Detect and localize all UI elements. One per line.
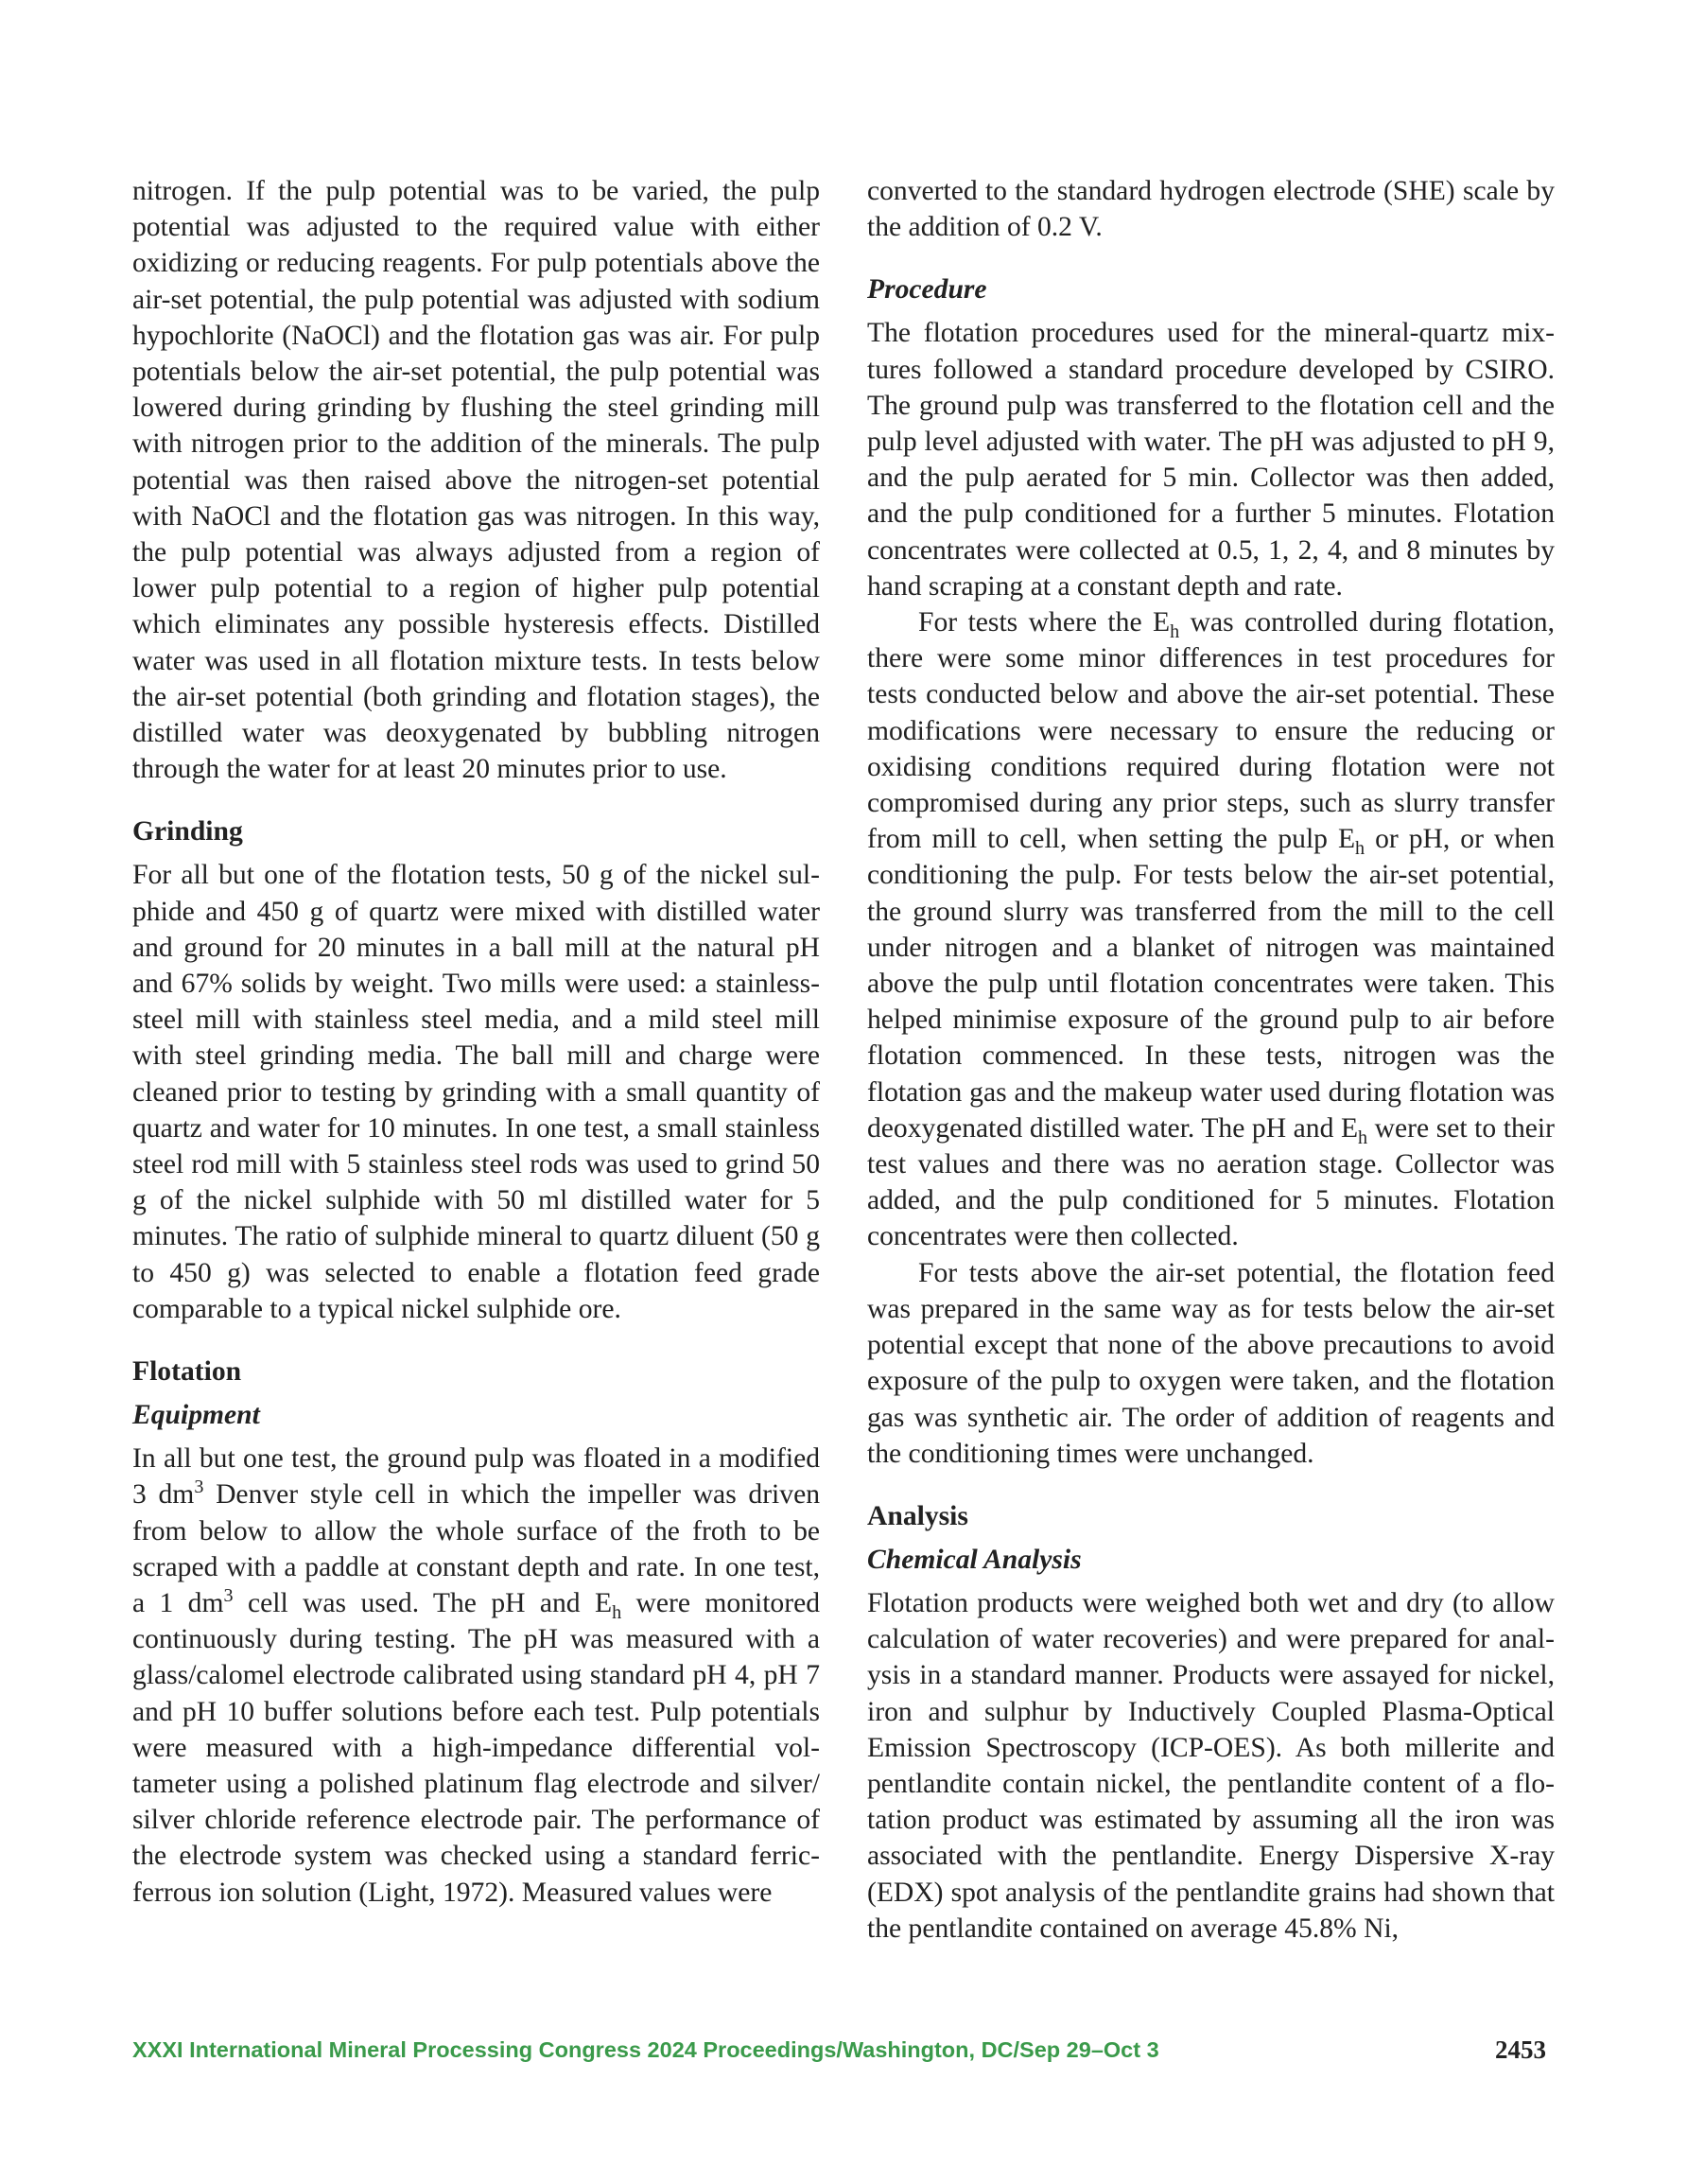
section-heading-grinding: Grinding — [132, 816, 243, 847]
page-footer — [132, 2034, 1556, 2066]
text-run: or pH, or when conditioning the pulp. For tests below the air-set potential, the ground slurry was transferred from the mill to the cell under nitrogen and a blanket of nitrogen was maintained above the pulp until flotation concentrates were taken. This helped minimise exposure of the ground pulp to air before flotation commenced. In these tests, nitrogen was the flotation gas and the makeup water used during flotation was deoxygenated distilled water. The pH and E — [867, 824, 1555, 1144]
body-paragraph — [867, 604, 1555, 1255]
superscript: 3 — [223, 1585, 234, 1607]
text-run: In all but one test, the ground pulp was floated in a modified 3 dm — [132, 1443, 820, 1511]
body-paragraph: converted to the standard hydrogen electrode (SHE) scale by the addition of 0.2 V. — [867, 176, 1555, 243]
body-paragraph: For all but one of the flotation tests, 50 g of the nickel sulphide and 450 g of quartz were mixed with distilled water and ground for 20 minutes in a ball mill at the natural pH and 67% solids by weight. Two mills were used: a stainless-steel mill with stainless steel media, and a mild steel mill with steel grinding media. The ball mill and charge were cleaned prior to testing by grinding with a small quantity of quartz and water for 10 minutes. In one test, a small stainless steel rod mill with 5 stainless steel rods was used to grind 50 g of the nickel sulphide with 50 ml distilled water for 5 minutes. The ratio of sulphide mineral to quartz diluent (50 g to 450 g) was selected to enable a flotation feed grade comparable to a typical nickel sulphide ore. — [132, 860, 820, 1324]
subscript: h — [1358, 1127, 1368, 1148]
page-number: 2453 — [1495, 2035, 1546, 2064]
subscript: h — [1355, 838, 1365, 860]
body-paragraph: Flotation products were weighed both wet and dry (to allow calculation of water recoveries) and were prepared for analysis in a standard manner. Products were assayed for nickel, iron and sulphur by Inductively Coupled Plasma-Optical Emission Spectroscopy (ICP-OES). As both millerite and pentlandite contain nickel, the pentlandite content of a flotation product was estimated by assuming all the iron was associated with the pentlandite. Energy Dispersive X-ray (EDX) spot analysis of the pentlandite grains had shown that the pentlandite contained on average 45.8% Ni, — [867, 1587, 1555, 1944]
section-heading-flotation: Flotation — [132, 1356, 242, 1388]
footer-conference-title: XXXI International Mineral Processing Congress 2024 Proceedings/Washington, DC/Sep 29–Oct 3 — [132, 2037, 1159, 2062]
left-column — [132, 173, 820, 1911]
subsection-heading-equipment: Equipment — [132, 1400, 260, 1431]
subsection-heading-procedure: Procedure — [867, 274, 987, 306]
body-paragraph: The flotation procedures used for the mineral-quartz mixtures followed a standard procedure developed by CSIRO. The ground pulp was transferred to the flotation cell and the pulp level adjusted with water. The pH was adjusted to pH 9, and the pulp aerated for 5 min. Collector was then added, and the pulp conditioned for a further 5 minutes. Flotation concentrates were collected at 0.5, 1, 2, 4, and 8 minutes by hand scraping at a constant depth and rate. — [867, 318, 1555, 602]
section-heading-analysis: Analysis — [867, 1500, 968, 1531]
subscript: h — [1170, 620, 1180, 642]
right-column — [867, 173, 1555, 1947]
subsection-heading-chemical-analysis: Chemical Analysis — [867, 1544, 1082, 1575]
body-paragraph — [132, 1441, 820, 1911]
text-run: were monitored continuously during testing. The pH was measured with a glass/calomel electrode calibrated using standard pH 4, pH 7 and pH 10 buffer solutions before each test. Pulp potentials were measured with a high-impedance differential voltameter using a polished platinum flag electrode and silver/ silver chloride reference electrode pair. The performance of the electrode system was checked using a standard ferric-ferrous ion solution (Light, 1972). Measured values were — [132, 1587, 821, 1908]
text-run: was controlled during flotation, there were some minor differences in test procedures for tests conducted below and above the air-set potential. These modifications were necessary to ensure the reducing or oxidising conditions required during flotation were not compromised during any prior steps, such as slurry transfer from mill to cell, when setting the pulp E — [867, 607, 1555, 855]
superscript: 3 — [194, 1476, 204, 1498]
text-run: For tests where the E — [918, 607, 1171, 638]
subscript: h — [612, 1601, 622, 1623]
body-paragraph: nitrogen. If the pulp potential was to be varied, the pulp potential was adjusted to the required value with either oxidizing or reducing reagents. For pulp potentials above the air-set potential, the pulp potential was adjusted with sodium hypochlorite (NaOCl) and the flotation gas was air. For pulp potentials below the air-set potential, the pulp potential was lowered during grinding by flushing the steel grinding mill with nitrogen prior to the addition of the minerals. The pulp potential was then raised above the nitrogen-set potential with NaOCl and the flotation gas was nitrogen. In this way, the pulp potential was always adjusted from a region of lower pulp potential to a region of higher pulp potential which eliminates any possible hysteresis effects. Distilled water was used in all flotation mixture tests. In tests below the air-set potential (both grinding and flotation stages), the distilled water was deoxygenated by bubbling nitrogen through the water for at least 20 minutes prior to use. — [132, 176, 820, 785]
text-run: were set to their test values and there was no aeration stage. Collector was added, and the pulp conditioned for 5 minutes. Flotation concentrates were then collected. — [867, 1112, 1555, 1252]
body-paragraph: For tests above the air-set potential, the flotation feed was prepared in the same way as for tests below the air-set potential except that none of the above precautions to avoid exposure of the pulp to oxygen were taken, and the flotation gas was synthetic air. The order of addition of reagents and the conditioning times were unchanged. — [867, 1257, 1555, 1469]
text-run: cell was used. The pH and E — [233, 1587, 613, 1618]
text-run: Denver style cell in which the impeller was driven from below to allow the whole surface of the froth to be scraped with a paddle at constant depth and rate. In one test, a 1 dm — [132, 1479, 821, 1618]
